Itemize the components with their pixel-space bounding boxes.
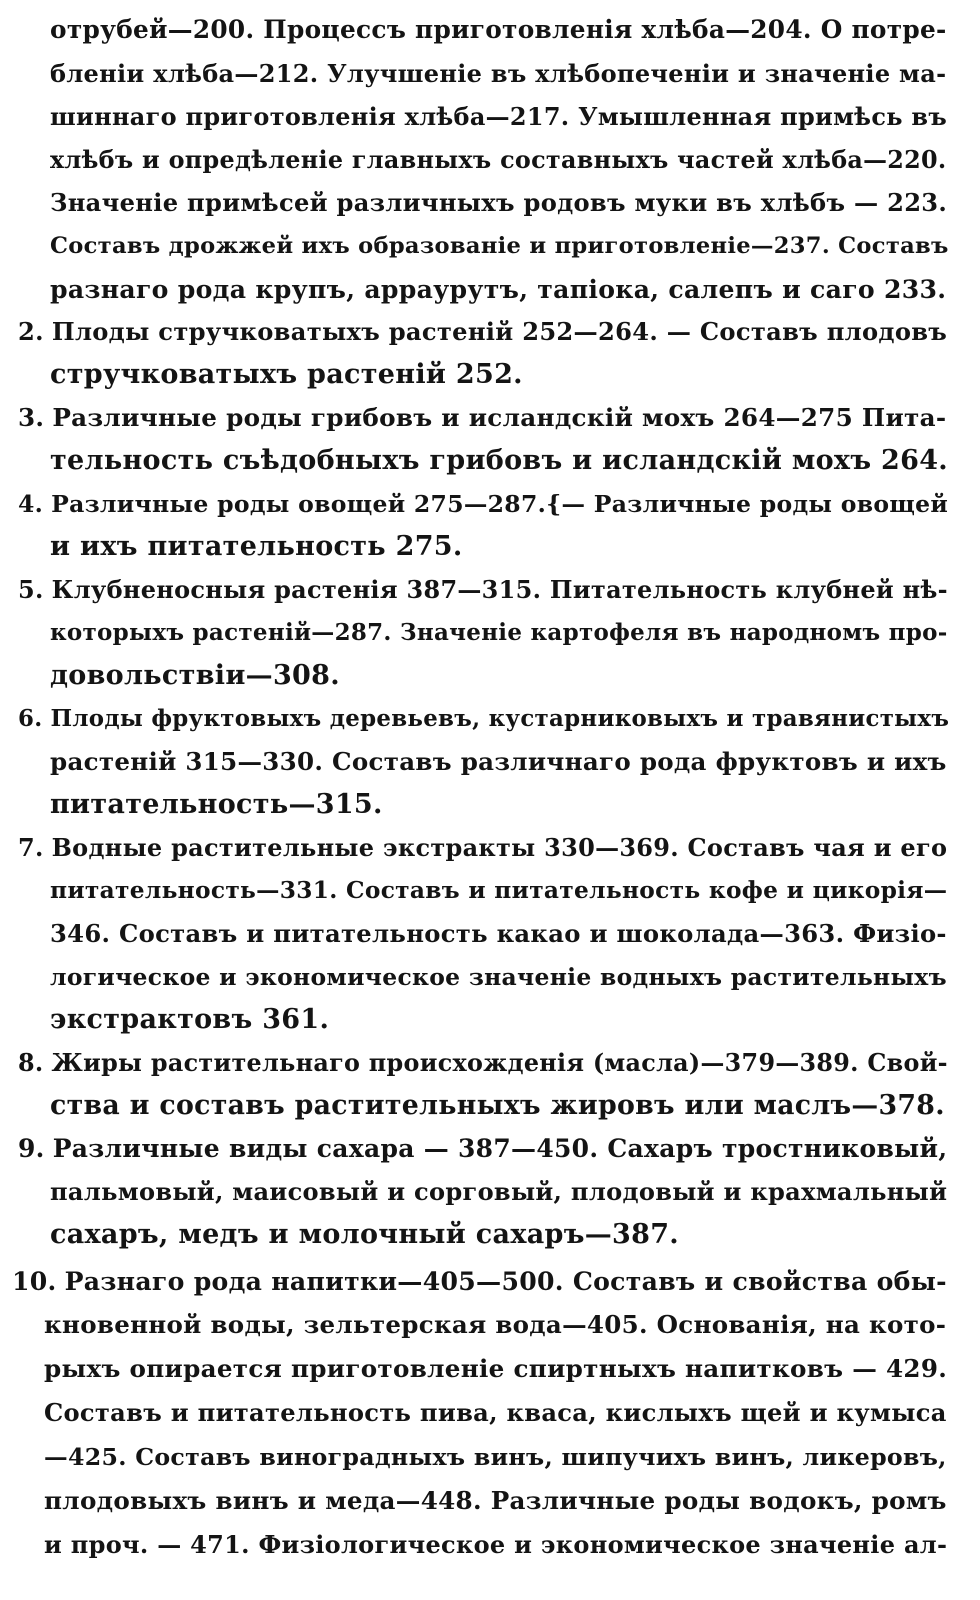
entry-line: Значеніе примѣсей различныхъ родовъ муки въ хлѣбъ — 223.: [50, 188, 948, 217]
entry-line-text: Клубненосныя растенія 387—315. Питательность клубней нѣ-: [51, 575, 948, 604]
entry-line-text: Плоды фруктовыхъ деревьевъ, кустарниковыхъ и травянистыхъ: [50, 706, 950, 732]
entry-line: Составъ дрожжей ихъ образованіе и приготовленіе—237. Составъ: [50, 233, 949, 259]
entry-line: ства и составъ растительныхъ жировъ или маслъ—378.: [50, 1090, 945, 1121]
entry-line: разнаго рода крупъ, арраурутъ, тапіока, салепъ и саго 233.: [50, 274, 947, 304]
entry-line: экстрактовъ 361.: [50, 1004, 330, 1035]
entry-line: 346. Составъ и питательность какао и шоколада—363. Физіо-: [50, 919, 947, 948]
entry-line-text: Жиры растительнаго происхожденія (масла)—379—389. Свой-: [51, 1049, 948, 1077]
entry-number: 8.: [18, 1049, 44, 1077]
entry-number: 4.: [18, 490, 44, 518]
entry-line: бленіи хлѣба—212. Улучшеніе въ хлѣбопеченіи и значеніе ма-: [50, 59, 947, 88]
entry-line: довольствіи—308.: [50, 660, 340, 691]
entry-first-line: [12, 1259, 950, 1303]
entry-first-line: [18, 568, 950, 612]
entry-line: кновенной воды, зельтерская вода—405. Основанія, на кото-: [44, 1310, 947, 1339]
entry-line: —425. Составъ виноградныхъ винъ, шипучихъ винъ, ликеровъ,: [44, 1443, 947, 1471]
entry-line-text: Плоды стручковатыхъ растеній 252—264. — Составъ плодовъ: [51, 317, 948, 346]
entry-first-line: [18, 1127, 950, 1171]
entry-first-line: [18, 697, 950, 741]
entry-line-text: Различные роды овощей 275—287.{— Различные роды овощей: [51, 490, 949, 518]
entry-line: и проч. — 471. Физіологическое и экономическое значеніе ал-: [44, 1530, 948, 1559]
entry-line: которыхъ растеній—287. Значеніе картофеля въ народномъ про-: [50, 619, 948, 646]
entry-line: тельность съѣдобныхъ грибовъ и исландскій мохъ 264.: [50, 445, 948, 476]
entry-number: 9.: [18, 1134, 45, 1163]
entry-line-text: Различные виды сахара — 387—450. Сахаръ тростниковый,: [52, 1134, 948, 1163]
entry-number: 5.: [18, 575, 44, 604]
entry-line: Составъ и питательность пива, кваса, кислыхъ щей и кумыса: [44, 1398, 947, 1427]
entry-number: 10.: [12, 1266, 57, 1296]
entry-line-text: Различные роды грибовъ и исландскій мохъ 264—275 Пита-: [52, 403, 947, 432]
entry-first-line: [18, 310, 950, 354]
entry-line: сахаръ, медъ и молочный сахаръ—387.: [50, 1219, 679, 1250]
entry-line: пальмовый, маисовый и сорговый, плодовый и крахмальный: [50, 1177, 948, 1206]
entry-line-text: Разнаго рода напитки—405—500. Составъ и свойства обы-: [64, 1266, 947, 1296]
entry-line: растеній 315—330. Составъ различнаго рода фруктовъ и ихъ: [50, 747, 947, 776]
entry-first-line: [18, 1041, 950, 1085]
entry-number: 2.: [18, 317, 44, 346]
entry-line: шиннаго приготовленія хлѣба—217. Умышленная примѣсь въ: [50, 103, 948, 131]
entry-number: 3.: [18, 403, 45, 432]
entry-line: плодовыхъ винъ и меда—448. Различные роды водокъ, ромъ: [44, 1486, 947, 1515]
entry-line: рыхъ опирается приготовленіе спиртныхъ напитковъ — 429.: [44, 1354, 948, 1383]
entry-line: отрубей—200. Процессъ приготовленія хлѣба—204. О потре-: [50, 15, 947, 44]
entry-first-line: [18, 826, 950, 870]
entry-first-line: [18, 482, 950, 526]
entry-number: 6.: [18, 706, 43, 732]
entry-line: хлѣбъ и опредѣленіе главныхъ составныхъ частей хлѣба—220.: [50, 146, 947, 174]
entry-line: и ихъ питательность 275.: [50, 531, 463, 562]
entry-line: питательность—315.: [50, 789, 383, 820]
entry-line: стручковатыхъ растеній 252.: [50, 359, 523, 390]
entry-line: логическое и экономическое значеніе водныхъ растительныхъ: [50, 963, 947, 991]
entry-number: 7.: [18, 833, 44, 862]
entry-line: питательность—331. Составъ и питательность кофе и цикорія—: [50, 877, 948, 904]
entry-line-text: Водные растительные экстракты 330—369. Составъ чая и его: [51, 833, 948, 862]
entry-first-line: [18, 396, 950, 440]
